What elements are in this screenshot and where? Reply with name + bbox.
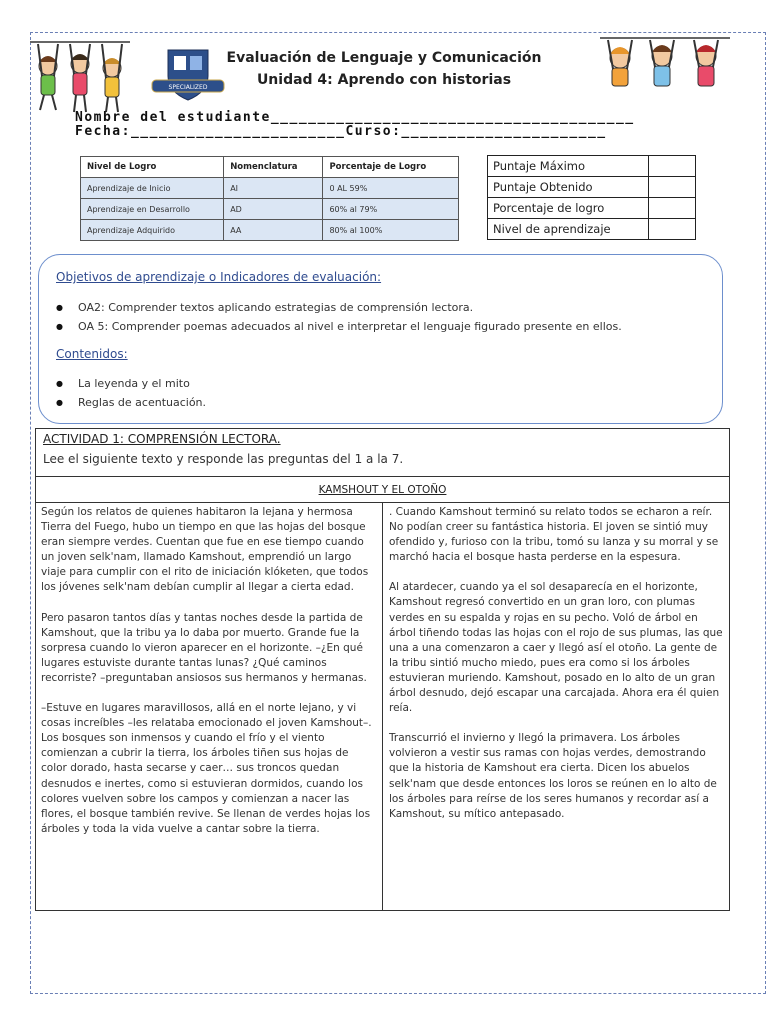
- logro-cell: Aprendizaje de Inicio: [81, 178, 224, 199]
- objective-code: OA2: [78, 301, 101, 314]
- logro-cell: 0 AL 59%: [323, 178, 459, 199]
- contents-list: [56, 374, 206, 412]
- score-label: Puntaje Máximo: [488, 156, 649, 177]
- column-divider: [382, 502, 383, 911]
- score-label: Porcentaje de logro: [488, 198, 649, 219]
- list-item: [56, 317, 716, 336]
- activity-instruction: Lee el siguiente texto y responde las preguntas del 1 a la 7.: [43, 452, 404, 466]
- objective-text: : Comprender poemas adecuados al nivel e interpretar el lenguaje figurado presente en ellos.: [104, 320, 622, 333]
- list-item: ● La leyenda y el mito: [56, 374, 206, 393]
- page-title: Evaluación de Lenguaje y Comunicación: [226, 50, 542, 66]
- story-column-left: [41, 505, 376, 852]
- score-input-obtained[interactable]: [649, 177, 696, 198]
- logro-cell: Aprendizaje Adquirido: [81, 220, 224, 241]
- logro-cell: AA: [224, 220, 323, 241]
- score-input-level[interactable]: [649, 219, 696, 240]
- logro-header: Nivel de Logro: [81, 157, 224, 178]
- objective-code: OA 5: [78, 320, 105, 333]
- logro-cell: AI: [224, 178, 323, 199]
- score-label: Nivel de aprendizaje: [488, 219, 649, 240]
- objectives-list: [56, 298, 716, 336]
- table-row: [488, 177, 696, 198]
- table-row: [81, 199, 459, 220]
- paragraph: Pero pasaron tantos días y tantas noches desde la partida de Kamshout, que la tribu ya lo daba por muerto. Grande fue la sorpresa cuando lo vieron aparecer en el horizonte. –¿En qué lugares estuviste durante tantas lunas? ¿Qué caminos recorriste? –preguntaban ansiosos sus hermanos y hermanas.: [41, 611, 367, 684]
- paragraph: Al atardecer, cuando ya el sol desaparecía en el horizonte, Kamshout regresó convertido en un gran loro, con plumas verdes en su espalda y rojas en su pecho. Voló de árbol en árbol tiñendo todas las hojas con el rojo de sus plumas, las que una a una comenzaron a caer y llegó así el otoño. La gente de la tribu sintió mucho miedo, pues era como si los árboles estuvieran muriendo. Kamshout, posado en lo alto de un gran árbol desnudo, dejó escapar una carcajada. Ahora era él quien reía.: [389, 581, 723, 715]
- logo-text: SPECIALIZED: [168, 84, 208, 91]
- paragraph: . Cuando Kamshout terminó su relato todos se echaron a reír. No podían creer su fantástica historia. El joven se sintió muy ofendido y, furioso con la tribu, tomó su lanza y su morral y se marchó hacia el bosque hasta perderse en la espesura.: [389, 506, 719, 564]
- table-row: [488, 156, 696, 177]
- divider: [35, 476, 730, 477]
- logro-header: Porcentaje de Logro: [323, 157, 459, 178]
- table-row: [488, 219, 696, 240]
- page-subtitle: Unidad 4: Aprendo con historias: [256, 72, 512, 88]
- contents-heading: Contenidos:: [56, 347, 128, 361]
- story-title: KAMSHOUT Y EL OTOÑO: [318, 484, 447, 496]
- logro-cell: 60% al 79%: [323, 199, 459, 220]
- logro-table: [80, 156, 459, 241]
- activity-title: ACTIVIDAD 1: COMPRENSIÓN LECTORA.: [43, 432, 281, 446]
- logro-cell: 80% al 100%: [323, 220, 459, 241]
- score-table: [487, 155, 696, 240]
- table-row: [488, 198, 696, 219]
- table-row: [81, 178, 459, 199]
- paragraph: Según los relatos de quienes habitaron la lejana y hermosa Tierra del Fuego, hubo un tiempo en que las hojas del bosque eran siempre verdes. Cuentan que fue en ese tiempo cuando un joven selk'nam, llamado Kamshout, emprendió un largo viaje para cumplir con el rito de iniciación klóketen, que todos los jóvenes selk'nam debían cumplir al llegar a cierta edad.: [41, 506, 369, 594]
- student-name-field[interactable]: Nombre del estudiante_______________________________________: [75, 110, 635, 125]
- objective-text: : Comprender textos aplicando estrategias de comprensión lectora.: [101, 301, 474, 314]
- objectives-heading: Objetivos de aprendizaje o Indicadores de evaluación:: [56, 270, 382, 284]
- list-item: ● Reglas de acentuación.: [56, 393, 206, 412]
- logro-header: Nomenclatura: [224, 157, 323, 178]
- date-course-field[interactable]: Fecha:_______________________Curso:______________________: [75, 124, 607, 139]
- paragraph: –Estuve en lugares maravillosos, allá en el norte lejano, y vi cosas increíbles –les relataba emocionado el joven Kamshout–. Los bosques son inmensos y cuando el frío y el viento comienzan a cubrir la tierra, los árboles tiñen sus hojas de color dorado, hasta secarse y caer… sus troncos quedan desnudos e inertes, como si estuvieran dormidos, cuando los colores vuelven sobre los campos y comienzan a nacer las flores, el bosque también revive. Se llenan de verdes hojas los árboles y toda la vida vuelve a cantar sobre la tierra.: [41, 702, 372, 835]
- logro-cell: Aprendizaje en Desarrollo: [81, 199, 224, 220]
- table-row: [81, 220, 459, 241]
- paragraph: Transcurrió el invierno y llegó la primavera. Los árboles volvieron a vestir sus ramas con hojas verdes, demostrando que la historia de Kamshout era cierta. Dicen los abuelos selk'nam que desde entonces los loros se reúnen en lo alto de los árboles para reírse de los seres humanos y recordar así a Kamshout, su mítico antepasado.: [389, 732, 717, 820]
- logro-cell: AD: [224, 199, 323, 220]
- score-input-max[interactable]: [649, 156, 696, 177]
- score-label: Puntaje Obtenido: [488, 177, 649, 198]
- score-input-percent[interactable]: [649, 198, 696, 219]
- story-column-right: [389, 505, 725, 837]
- list-item: [56, 298, 716, 317]
